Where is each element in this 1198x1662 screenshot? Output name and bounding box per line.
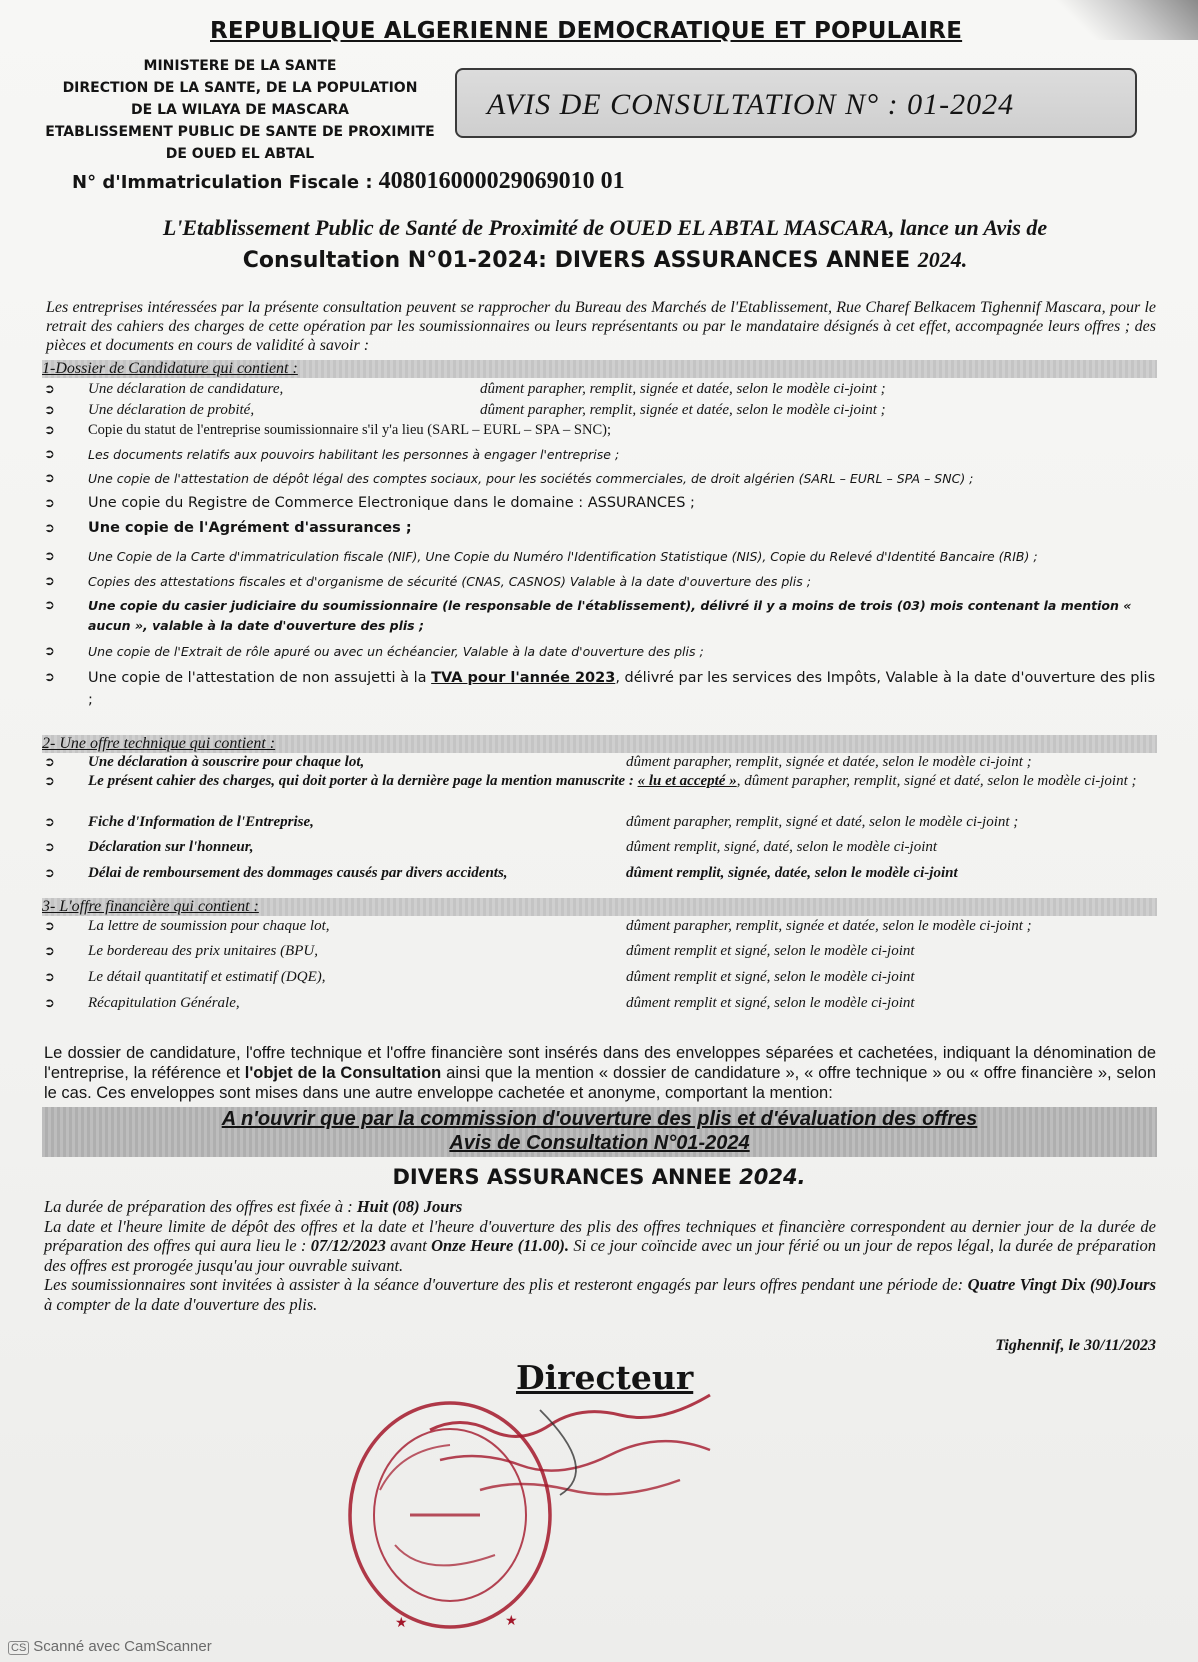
fiscal-number <box>72 168 625 195</box>
intro-line2: Consultation N°01-2024: DIVERS ASSURANCES ANNEE <box>242 248 918 273</box>
arrow-icon: ➲ <box>44 996 55 1011</box>
arrow-icon: ➲ <box>44 598 55 613</box>
divers-heading: DIVERS ASSURANCES ANNEE 2024. <box>392 1165 806 1189</box>
ministry-line: DE OUED EL ABTAL <box>165 146 315 162</box>
arrow-icon: ➲ <box>44 471 55 486</box>
avis-title: AVIS DE CONSULTATION N° : 01-2024 <box>487 88 1015 121</box>
ministry-line: MINISTERE DE LA SANTE <box>143 58 337 74</box>
ministry-line: DIRECTION DE LA SANTE, DE LA POPULATION <box>62 80 418 96</box>
camscanner-badge: CS <box>8 1641 29 1655</box>
arrow-icon: ➲ <box>44 521 55 536</box>
intro-paragraph: Les entreprises intéressées par la présente consultation peuvent se rapprocher du Bureau des Marchés de l'Etablissement, Rue Charef Belkacem Tighennif Mascara, pour le retrait des cahiers des charges de cette opération par les soumissionnaires ou leurs représentants ou par le mandataire désignés à cet effet, accompagnée leurs offres ; des pièces et documents en cours de validité à savoir : <box>46 299 1156 354</box>
svg-text:★: ★ <box>395 1616 408 1631</box>
arrow-icon: ➲ <box>44 644 55 659</box>
arrow-icon: ➲ <box>44 670 55 685</box>
svg-text:★: ★ <box>505 1614 518 1629</box>
intro-line1: L'Etablissement Public de Santé de Proximité de OUED EL ABTAL MASCARA, lance un Avis de <box>162 215 1048 240</box>
arrow-icon: ➲ <box>44 574 55 589</box>
avis-title-box <box>455 68 1137 138</box>
arrow-icon: ➲ <box>44 815 55 830</box>
envelope-banner <box>42 1107 1157 1157</box>
fiscal-number-label: N° d'Immatriculation Fiscale : <box>72 172 373 193</box>
duration-line: La durée de préparation des offres est fixée à : Huit (08) Jours <box>44 1197 463 1216</box>
validity-paragraph: Les soumissionnaires sont invitées à assister à la séance d'ouverture des plis et resteront engagés par leurs offres pendant une période de: Quatre Vingt Dix (90)Jours à compter de la date d'ouverture des plis. <box>44 1275 1157 1314</box>
arrow-icon: ➲ <box>44 774 55 789</box>
arrow-icon: ➲ <box>44 423 55 438</box>
arrow-icon: ➲ <box>44 944 55 959</box>
section1-heading: 1-Dossier de Candidature qui contient : <box>42 360 1157 378</box>
ministry-block <box>40 55 440 165</box>
final-conditions <box>44 1197 1156 1314</box>
camscanner-text: Scanné avec CamScanner <box>33 1638 212 1655</box>
arrow-icon: ➲ <box>44 447 55 462</box>
fiscal-number-value: 408016000029069010 01 <box>378 168 625 194</box>
ministry-line: ETABLISSEMENT PUBLIC DE SANTE DE PROXIMITE <box>45 124 435 140</box>
place-date: Tighennif, le 30/11/2023 <box>995 1337 1156 1354</box>
banner-line1: A n'ouvrir que par la commission d'ouverture des plis et d'évaluation des offres <box>221 1108 978 1130</box>
arrow-icon: ➲ <box>44 840 55 855</box>
arrow-icon: ➲ <box>44 403 55 418</box>
arrow-icon: ➲ <box>44 755 55 770</box>
arrow-icon: ➲ <box>44 549 55 564</box>
section3-heading: 3- L'offre financière qui contient : <box>42 898 1157 916</box>
arrow-icon: ➲ <box>44 970 55 985</box>
signature-title: Directeur <box>516 1358 694 1397</box>
page-corner-shadow <box>1048 0 1198 40</box>
document-page: REPUBLIQUE ALGERIENNE DEMOCRATIQUE ET POPULAIRE MINISTERE DE LA SANTE DIRECTION DE LA SANTE, DE LA POPULATION DE LA WILAYA DE MASCARA ETABLISSEMENT PUBLIC DE SANTE DE PROXIMITE DE OUED EL ABTAL AVIS DE CONSULTATION N° : 01-2024 N° d'Immatriculation Fiscale : 408016000029069010 01 L'Etablissement Public de Santé de Proximité de OUED EL ABTAL MASCARA, lance un Avis de Consultation N°01-2024: DIVERS ASSURANCES ANNEE 2024. Les entreprises intéressées par la présente consultation peuvent se rapprocher du Bureau des Marchés de l'Etablissement, Rue Charef Belkacem Tighennif Mascara, pour le retrait des cahiers des charges de cette opération par les soumissionnaires ou leurs représentants ou par le mandataire désignés à cet effet, accompagnée leurs offres ; des pièces et documents en cours de validité à savoir : 1-Dossier de Candidature qui contient : ➲ Une déclaration de candidature, dûment parapher, remplit, signée et datée, selon le modèle ci-joint ; ➲ Une déclaration de probité, dûment parapher, remplit, signée et datée, selon le modèle ci-joint ; ➲ Copie du statut de l'entreprise soumissionnaire s'il y'a lieu (SARL – EURL – SPA – SNC); ➲ Les documents relatifs aux pouvoirs habilitant les personnes à engager l'entreprise ; ➲ Une copie de l'attestation de dépôt légal des comptes sociaux, pour les sociétés commerciales, de droit algérien (SARL – EURL – SPA – SNC) ; ➲ Une copie du Registre de Commerce Electronique dans le domaine : ASSURANCES ; ➲ Une copie de l'Agrément d'assurances ; ➲ Une Copie de la Carte d'immatriculation fiscale (NIF), Une Copie du Numéro l'Identification Statistique (NIS), Copie du Relevé d'Identité Bancaire (RIB) ; ➲ Copies des attestations fiscales et d'organisme de sécurité (CNAS, CASNOS) Valable à la date d'ouverture des plis ; ➲ Une copie du casier judiciaire du soumissionnaire (le responsable de l'établissement), délivré il y a moins de trois (03) mois contenant la mention « aucun », valable à la date d'ouverture des plis ; ➲ Une copie de l'Extrait de rôle apuré ou avec un échéancier, Valable à la date d'ouverture des plis ; ➲ Une copie de l'attestation de non assujetti à la TVA pour l'année 2023, délivré par les services des Impôts, Valable à la date d'ouverture des plis ; 2- Une offre technique qui contient : ➲ Une déclaration à souscrire pour chaque lot, dûment parapher, remplit, signée et datée, selon le modèle ci-joint ; ➲ Le présent cahier des charges, qui doit porter à la dernière page la mention manuscrite : « lu et accepté », dûment parapher, remplit, signé et daté, selon le modèle ci-joint ; ➲ Fiche d'Information de l'Entreprise, dûment parapher, remplit, signé et daté, selon le modèle ci-joint ; ➲ Déclaration sur l'honneur, dûment remplit, signé, daté, selon le modèle ci-joint ➲ Délai de remboursement des dommages causés par divers accidents, dûment remplit, signée, datée, selon le modèle ci-joint 3- L'offre financière qui contient : ➲ La lettre de soumission pour chaque lot, dûment parapher, remplit, signée et datée, selon le modèle ci-joint ; ➲ Le bordereau des prix unitaires (BPU, dûment remplit et signé, selon le modèle ci-joint ➲ Le détail quantitatif et estimatif (DQE), dûment remplit et signé, selon le modèle ci-joint ➲ Récapitulation Générale, dûment remplit et signé, selon le modèle ci-joint Le dossier de candidature, l'offre technique et l'offre financière sont insérés dans des enveloppes séparées et cachetées, indiquant la dénomination de l'entreprise, la référence et l'objet de la Consultation ainsi que la mention « dossier de candidature », « offre technique » ou « offre financière », selon le cas. Ces enveloppes sont mises dans une autre enveloppe cachetée et anonyme, comportant la mention: A n'ouvrir que par la commission d'ouverture des plis et d'évaluation des offres Avis de Consultation N°01-2024 DIVERS ASSURANCES ANNEE 2024. La durée de préparation des offres est fixée à : Huit (08) Jours La date et l'heure limite de dépôt des offres et la date et l'heure d'ouverture des plis des offres techniques et financière correspondent au dernier jour de la durée de préparation des offres qui aura lieu le : 07/12/2023 avant Onze Heure (11.00). Si ce jour coïncide avec un jour férié ou un jour de repos légal, la durée de préparation des offres est prorogée jusqu'au jour ouvrable suivant. Les soumissionnaires sont invitées à assister à la séance d'ouverture des plis et resteront engagés par leurs offres pendant une période de: Quatre Vingt Dix (90)Jours à compter de la date d'ouverture des plis. Tighennif, le 30/11/2023 Directeur ★ ★ CS Scanné avec CamScanner <box>0 0 1198 1662</box>
banner-line2: Avis de Consultation N°01-2024 <box>449 1132 750 1154</box>
section2-heading: 2- Une offre technique qui contient : <box>42 735 1157 753</box>
arrow-icon: ➲ <box>44 382 55 397</box>
intro-heading <box>80 212 1130 277</box>
republic-header: REPUBLIQUE ALGERIENNE DEMOCRATIQUE ET POPULAIRE <box>210 18 963 44</box>
camscanner-watermark <box>8 1638 212 1655</box>
arrow-icon: ➲ <box>44 919 55 934</box>
deadline-paragraph: La date et l'heure limite de dépôt des offres et la date et l'heure d'ouverture des plis des offres techniques et financière correspondent au dernier jour de la durée de préparation des offres qui aura lieu le : 07/12/2023 avant Onze Heure (11.00). Si ce jour coïncide avec un jour férié ou un jour de repos légal, la durée de préparation des offres est prorogée jusqu'au jour ouvrable suivant. <box>44 1216 1156 1275</box>
handwritten-signature <box>420 1390 720 1510</box>
envelope-paragraph: Le dossier de candidature, l'offre technique et l'offre financière sont insérés dans des enveloppes séparées et cachetées, indiquant la dénomination de l'entreprise, la référence et l'objet de la Consultation ainsi que la mention « dossier de candidature », « offre technique » ou « offre financière », selon le cas. Ces enveloppes sont mises dans une autre enveloppe cachetée et anonyme, comportant la mention: <box>44 1044 1157 1102</box>
arrow-icon: ➲ <box>44 496 55 511</box>
ministry-line: DE LA WILAYA DE MASCARA <box>131 102 349 118</box>
arrow-icon: ➲ <box>44 866 55 881</box>
intro-year: 2024. <box>917 247 968 272</box>
